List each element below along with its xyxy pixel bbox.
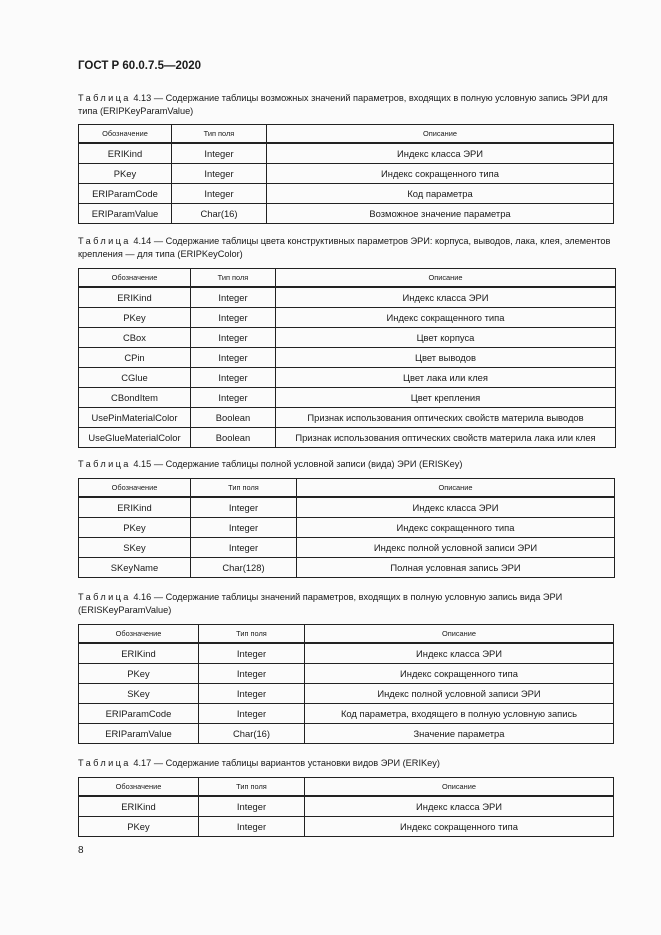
cell-field-type: Integer: [191, 497, 297, 518]
table-row: [79, 664, 614, 684]
cell-field-type: Integer: [172, 184, 267, 204]
table-row: [79, 497, 615, 518]
cell-designation: ERIParamCode: [79, 704, 199, 724]
table-header-row: [79, 125, 614, 144]
cell-field-type: Char(16): [199, 724, 305, 744]
table-row: [79, 724, 614, 744]
table-row: [79, 643, 614, 664]
cell-field-type: Integer: [191, 518, 297, 538]
column-header-description: Описание: [305, 625, 614, 644]
column-header-field-type: Тип поля: [172, 125, 267, 144]
cell-designation: ERIKind: [79, 497, 191, 518]
cell-designation: CBox: [79, 328, 191, 348]
cell-field-type: Integer: [191, 538, 297, 558]
cell-description: Код параметра: [267, 184, 614, 204]
cell-designation: ERIParamValue: [79, 204, 172, 224]
caption-text: 4.14 — Содержание таблицы цвета конструктивных параметров ЭРИ: корпуса, выводов, лака, клея, элементов крепления — для типа (ERIPKeyColor): [78, 236, 611, 259]
caption-word: Таблица: [78, 592, 131, 602]
cell-field-type: Char(128): [191, 558, 297, 578]
table-header-row: [79, 479, 615, 498]
column-header-description: Описание: [267, 125, 614, 144]
cell-field-type: Integer: [172, 164, 267, 184]
cell-description: Индекс сокращенного типа: [297, 518, 615, 538]
column-header-designation: Обозначение: [79, 269, 191, 288]
cell-designation: UsePinMaterialColor: [79, 408, 191, 428]
cell-field-type: Integer: [191, 308, 276, 328]
table-row: [79, 287, 616, 308]
caption-table-4-16: [78, 591, 614, 616]
cell-description: Индекс класса ЭРИ: [276, 287, 616, 308]
cell-designation: CBondItem: [79, 388, 191, 408]
table-row: [79, 558, 615, 578]
cell-field-type: Integer: [191, 328, 276, 348]
cell-description: Индекс класса ЭРИ: [267, 143, 614, 164]
cell-designation: CPin: [79, 348, 191, 368]
caption-table-4-17: [78, 757, 614, 770]
column-header-field-type: Тип поля: [191, 479, 297, 498]
cell-description: Индекс класса ЭРИ: [305, 796, 614, 817]
table-row: [79, 518, 615, 538]
table-row: [79, 348, 616, 368]
cell-field-type: Integer: [199, 684, 305, 704]
table-row: [79, 684, 614, 704]
cell-description: Цвет выводов: [276, 348, 616, 368]
table-row: [79, 164, 614, 184]
cell-field-type: Integer: [199, 643, 305, 664]
cell-field-type: Integer: [172, 143, 267, 164]
table-4-13: [78, 124, 614, 224]
cell-field-type: Integer: [199, 704, 305, 724]
table-row: [79, 796, 614, 817]
cell-description: Цвет лака или клея: [276, 368, 616, 388]
cell-field-type: Boolean: [191, 428, 276, 448]
table-row: [79, 428, 616, 448]
cell-description: Индекс сокращенного типа: [305, 664, 614, 684]
table-4-14: [78, 268, 616, 448]
column-header-description: Описание: [276, 269, 616, 288]
cell-designation: SKey: [79, 538, 191, 558]
table-row: [79, 308, 616, 328]
table-row: [79, 408, 616, 428]
cell-field-type: Char(16): [172, 204, 267, 224]
cell-designation: PKey: [79, 518, 191, 538]
cell-field-type: Integer: [191, 348, 276, 368]
cell-description: Значение параметра: [305, 724, 614, 744]
cell-description: Индекс полной условной записи ЭРИ: [297, 538, 615, 558]
cell-designation: SKeyName: [79, 558, 191, 578]
caption-table-4-14: [78, 235, 614, 260]
cell-designation: PKey: [79, 164, 172, 184]
cell-description: Полная условная запись ЭРИ: [297, 558, 615, 578]
table-4-17: [78, 777, 614, 837]
cell-designation: ERIKind: [79, 643, 199, 664]
table-row: [79, 143, 614, 164]
table-row: [79, 184, 614, 204]
column-header-designation: Обозначение: [79, 778, 199, 797]
cell-field-type: Integer: [199, 817, 305, 837]
caption-word: Таблица: [78, 93, 131, 103]
cell-field-type: Integer: [191, 287, 276, 308]
table-row: [79, 704, 614, 724]
caption-text: 4.13 — Содержание таблицы возможных значений параметров, входящих в полную условную запись ЭРИ для типа (ERIPKeyParamValue): [78, 93, 608, 116]
cell-designation: ERIParamValue: [79, 724, 199, 744]
cell-designation: ERIParamCode: [79, 184, 172, 204]
table-header-row: [79, 625, 614, 644]
table-header-row: [79, 269, 616, 288]
column-header-field-type: Тип поля: [199, 778, 305, 797]
cell-description: Код параметра, входящего в полную условную запись: [305, 704, 614, 724]
cell-description: Признак использования оптических свойств материла лака или клея: [276, 428, 616, 448]
cell-designation: CGlue: [79, 368, 191, 388]
column-header-designation: Обозначение: [79, 479, 191, 498]
cell-field-type: Integer: [191, 368, 276, 388]
cell-description: Индекс сокращенного типа: [276, 308, 616, 328]
table-row: [79, 204, 614, 224]
cell-description: Цвет корпуса: [276, 328, 616, 348]
caption-table-4-15: [78, 458, 614, 471]
cell-field-type: Integer: [199, 664, 305, 684]
cell-description: Индекс сокращенного типа: [305, 817, 614, 837]
table-row: [79, 368, 616, 388]
table-4-16: [78, 624, 614, 744]
cell-description: Индекс полной условной записи ЭРИ: [305, 684, 614, 704]
table-row: [79, 817, 614, 837]
cell-designation: ERIKind: [79, 796, 199, 817]
table-4-15: [78, 478, 615, 578]
table-row: [79, 328, 616, 348]
cell-description: Цвет крепления: [276, 388, 616, 408]
caption-text: 4.17 — Содержание таблицы вариантов установки видов ЭРИ (ERIKey): [133, 758, 440, 768]
cell-description: Индекс класса ЭРИ: [297, 497, 615, 518]
cell-description: Признак использования оптических свойств материла выводов: [276, 408, 616, 428]
cell-description: Индекс сокращенного типа: [267, 164, 614, 184]
column-header-designation: Обозначение: [79, 125, 172, 144]
cell-designation: PKey: [79, 817, 199, 837]
table-row: [79, 538, 615, 558]
cell-designation: ERIKind: [79, 143, 172, 164]
column-header-description: Описание: [305, 778, 614, 797]
page-number: 8: [78, 845, 84, 856]
caption-word: Таблица: [78, 236, 131, 246]
cell-field-type: Integer: [191, 388, 276, 408]
column-header-field-type: Тип поля: [199, 625, 305, 644]
document-header: ГОСТ Р 60.0.7.5—2020: [78, 60, 202, 72]
table-row: [79, 388, 616, 408]
table-header-row: [79, 778, 614, 797]
caption-text: 4.15 — Содержание таблицы полной условной записи (вида) ЭРИ (ERISKey): [133, 459, 463, 469]
cell-designation: PKey: [79, 308, 191, 328]
cell-field-type: Boolean: [191, 408, 276, 428]
caption-table-4-13: [78, 92, 614, 117]
cell-designation: ERIKind: [79, 287, 191, 308]
caption-word: Таблица: [78, 459, 131, 469]
column-header-field-type: Тип поля: [191, 269, 276, 288]
cell-description: Возможное значение параметра: [267, 204, 614, 224]
column-header-designation: Обозначение: [79, 625, 199, 644]
caption-text: 4.16 — Содержание таблицы значений параметров, входящих в полную условную запись вида ЭРИ (ERISKeyParamValue): [78, 592, 563, 615]
cell-description: Индекс класса ЭРИ: [305, 643, 614, 664]
cell-designation: UseGlueMaterialColor: [79, 428, 191, 448]
cell-field-type: Integer: [199, 796, 305, 817]
caption-word: Таблица: [78, 758, 131, 768]
cell-designation: SKey: [79, 684, 199, 704]
cell-designation: PKey: [79, 664, 199, 684]
column-header-description: Описание: [297, 479, 615, 498]
